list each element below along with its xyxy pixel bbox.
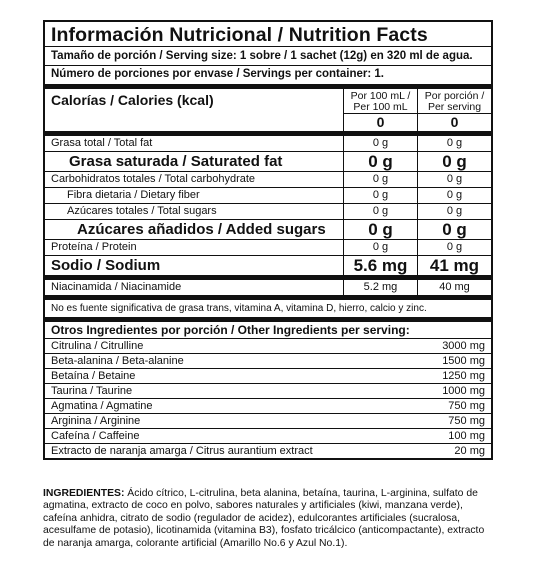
nutrient-serving: 0 g [418, 152, 492, 172]
col-serving-line1: Por porción / [424, 90, 485, 102]
ingredients-label: INGREDIENTES: [43, 488, 125, 499]
nutrient-row-total-sugars [45, 204, 491, 220]
nutrient-row-added-sugars [45, 220, 491, 240]
nutrition-facts-panel [43, 20, 493, 460]
nutrient-serving: 41 mg [418, 256, 492, 278]
panel-title: Información Nutricional / Nutrition Facts [51, 24, 428, 46]
other-row [45, 444, 491, 459]
other-label: Citrulina / Citrulline [45, 339, 399, 354]
other-value: 1500 mg [399, 354, 491, 369]
nutrient-row-total-fat [45, 134, 491, 152]
nutrient-serving: 0 g [418, 204, 492, 220]
other-value: 1000 mg [399, 384, 491, 399]
nutrient-label: Fibra dietaria / Dietary fiber [45, 188, 344, 204]
other-row [45, 384, 491, 399]
col-serving-line2: Per serving [427, 101, 482, 113]
other-value: 1250 mg [399, 369, 491, 384]
nutrient-serving: 0 g [418, 134, 492, 152]
nutrient-row-carbohydrate [45, 172, 491, 188]
calories-per100: 0 [344, 114, 418, 134]
other-label: Betaína / Betaine [45, 369, 399, 384]
other-row [45, 369, 491, 384]
nutrient-label: Niacinamida / Niacinamide [45, 278, 344, 296]
nutrient-serving: 0 g [418, 172, 492, 188]
other-ingredients-table [45, 338, 491, 458]
calories-header-row [45, 87, 491, 114]
calories-label: Calorías / Calories (kcal) [51, 92, 214, 108]
nutrient-label: Azúcares totales / Total sugars [45, 204, 344, 220]
nutrient-per100: 0 g [344, 152, 418, 172]
nutrient-label: Proteína / Protein [45, 240, 344, 256]
nutrient-row-saturated-fat [45, 152, 491, 172]
ingredients-text: Ácido cítrico, L-citrulina, beta alanina, betaína, taurina, L-arginina, sulfato de agmatina, extracto de coco en polvo, sabores naturales y artificiales (kiwi, manzana verde), cafeína anhidra, citrato de sodio (regulador de acidez), edulcorantes artificiales (sucralosa, acesulfame de potasio), licotinamida (vitamina B3), fosfato tricálcico (anticompactante), extracto de naranja amarga, colorante artificial (Amarillo No.6 y Azul No.1). [43, 488, 485, 549]
nutrient-label: Carbohidratos totales / Total carbohydrate [45, 172, 344, 188]
other-row [45, 399, 491, 414]
col-per100-line2: Per 100 mL [353, 101, 408, 113]
other-label: Extracto de naranja amarga / Citrus aurantium extract [45, 444, 399, 459]
calories-spacer [45, 114, 344, 134]
other-row [45, 429, 491, 444]
nutrient-row-fiber [45, 188, 491, 204]
nutrient-per100: 5.2 mg [344, 278, 418, 296]
nutrient-row-niacinamide [45, 278, 491, 296]
nutrient-row-sodium [45, 256, 491, 278]
nutrient-label: Azúcares añadidos / Added sugars [45, 220, 344, 240]
nutrient-serving: 0 g [418, 188, 492, 204]
nutrient-label: Grasa saturada / Saturated fat [45, 152, 344, 172]
other-value: 750 mg [399, 414, 491, 429]
other-label: Agmatina / Agmatine [45, 399, 399, 414]
other-label: Arginina / Arginine [45, 414, 399, 429]
col-per100-header [344, 87, 418, 114]
other-label: Taurina / Taurine [45, 384, 399, 399]
other-label: Cafeína / Caffeine [45, 429, 399, 444]
other-value: 750 mg [399, 399, 491, 414]
calories-serving: 0 [418, 114, 492, 134]
nutrient-per100: 0 g [344, 240, 418, 256]
col-per100-line1: Por 100 mL / [350, 90, 411, 102]
other-row [45, 354, 491, 369]
serving-size: Tamaño de porción / Serving size: 1 sobre / 1 sachet (12g) en 320 ml de agua. [45, 46, 491, 65]
other-row [45, 339, 491, 354]
nutrient-row-protein [45, 240, 491, 256]
other-label: Beta-alanina / Beta-alanine [45, 354, 399, 369]
nutrient-per100: 5.6 mg [344, 256, 418, 278]
nutrient-serving: 40 mg [418, 278, 492, 296]
nutrient-per100: 0 g [344, 188, 418, 204]
ingredients-paragraph [43, 488, 498, 550]
nutrient-per100: 0 g [344, 220, 418, 240]
other-value: 20 mg [399, 444, 491, 459]
nutrient-per100: 0 g [344, 204, 418, 220]
other-row [45, 414, 491, 429]
other-ingredients-heading: Otros Ingredientes por porción / Other Ingredients per serving: [45, 317, 491, 338]
nutrient-label: Sodio / Sodium [45, 256, 344, 278]
other-value: 3000 mg [399, 339, 491, 354]
nutrient-serving: 0 g [418, 240, 492, 256]
nutrient-serving: 0 g [418, 220, 492, 240]
other-value: 100 mg [399, 429, 491, 444]
nutrient-per100: 0 g [344, 134, 418, 152]
nutrient-table [45, 84, 491, 295]
nutrient-label: Grasa total / Total fat [45, 134, 344, 152]
calories-values-row [45, 114, 491, 134]
not-significant-note: No es fuente significativa de grasa trans, vitamina A, vitamina D, hierro, calcio y zinc. [45, 295, 491, 317]
nutrient-per100: 0 g [344, 172, 418, 188]
servings-per-container: Número de porciones por envase / Servings per container: 1. [45, 65, 491, 84]
col-serving-header [418, 87, 492, 114]
